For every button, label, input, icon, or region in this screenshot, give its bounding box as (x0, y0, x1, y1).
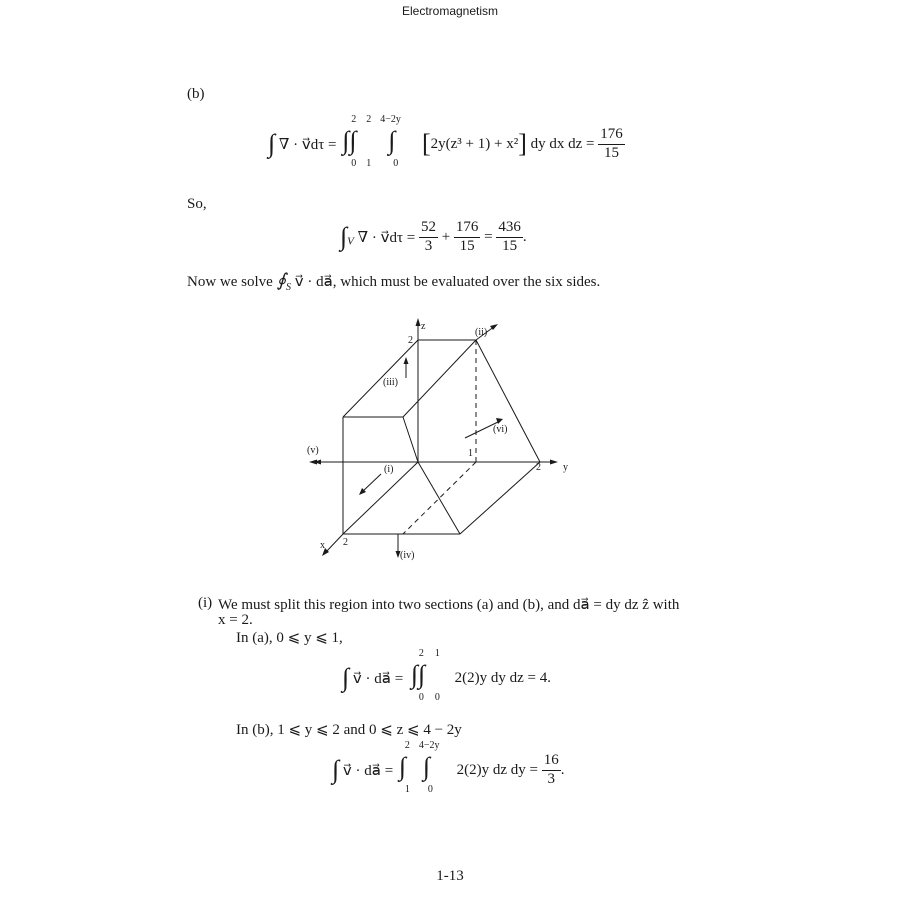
equation-total-divergence: $\int_V$ ∇ · v⃗dτ = $\frac{52}{3}$ + $\frac{176}{15}$ = $\frac{436}{15}$ . (340, 219, 527, 254)
volume-subscript: V (347, 235, 354, 248)
part-i-line1: We must split this region into two sections (a) and (b), and da⃗ = dy dz ẑ with (218, 597, 680, 613)
part-i-in-b: In (b), 1 ⩽ y ⩽ 2 and 0 ⩽ z ⩽ 4 − 2y (236, 722, 462, 738)
triple-integral: 2 2 4−2y ∫∫ ∫ 0 1 0 (342, 114, 401, 169)
axis-label-y: y (563, 462, 568, 473)
eq1-result-fraction: $\frac{176}{15}$ (600, 125, 623, 161)
side-label-i: (i) (384, 464, 394, 475)
axis-label-x: x (320, 540, 325, 551)
so-lhs: ∇ · v⃗dτ = (357, 229, 416, 246)
surface-integral-intro: Now we solve $∮_S$ v⃗ · da⃗, which must be evaluated over the six sides. (187, 270, 601, 293)
part-i-label: (i) (198, 595, 213, 611)
tick-z-2: 2 (408, 335, 413, 346)
side-label-iv: (iv) (400, 550, 415, 561)
closed-integral-symbol: ∮ (276, 270, 286, 290)
side-label-vi: (vi) (493, 424, 508, 435)
equation-part-b-section: ∫ v⃗ · da⃗ = 2 4−2y ∫ ∫ 1 0 2(2)y dz dy = $\frac{16}{3}$ . (332, 740, 565, 795)
part-i-line2: x = 2. (218, 612, 253, 628)
tick-x-2: 2 (343, 537, 348, 548)
eq1-lhs: ∇ · v⃗dτ = (278, 136, 337, 153)
part-b-label: (b) (187, 86, 205, 102)
prism-figure (300, 312, 590, 568)
running-header: Electromagnetism (401, 4, 499, 18)
side-label-iii: (iii) (383, 377, 398, 388)
limit-upper: 4−2y (380, 114, 401, 125)
so-word: So, (187, 196, 207, 212)
side-label-v: (v) (307, 445, 319, 456)
equation-part-a: ∫ v⃗ · da⃗ = 2 1 ∫∫ 0 0 2(2)y dy dz = 4. (342, 648, 552, 703)
limit-lower: 0 (351, 158, 357, 169)
side-label-ii: (ii) (475, 327, 488, 338)
tick-y-2: 2 (536, 462, 541, 473)
eq1-tail: dy dx dz = (530, 135, 595, 152)
limit-upper: 2 (366, 114, 372, 125)
tick-y-1: 1 (468, 448, 473, 459)
eq1-integrand: 2y(z³ + 1) + x² (430, 135, 519, 152)
part-i-in-a: In (a), 0 ⩽ y ⩽ 1, (236, 630, 343, 646)
limit-upper: 2 (351, 114, 357, 125)
axis-label-z: z (421, 321, 426, 332)
equation-divergence-part-b: ∫ ∇ · v⃗dτ = 2 2 4−2y ∫∫ ∫ 0 1 0 [2y(z³ + 1) + x²] dy dx dz = $\frac{176}{15}$ (268, 114, 623, 169)
limit-lower: 0 (393, 158, 399, 169)
integral-sign: ∫ (268, 129, 276, 158)
limit-lower: 1 (366, 158, 372, 169)
page-number: 1-13 (436, 868, 464, 884)
